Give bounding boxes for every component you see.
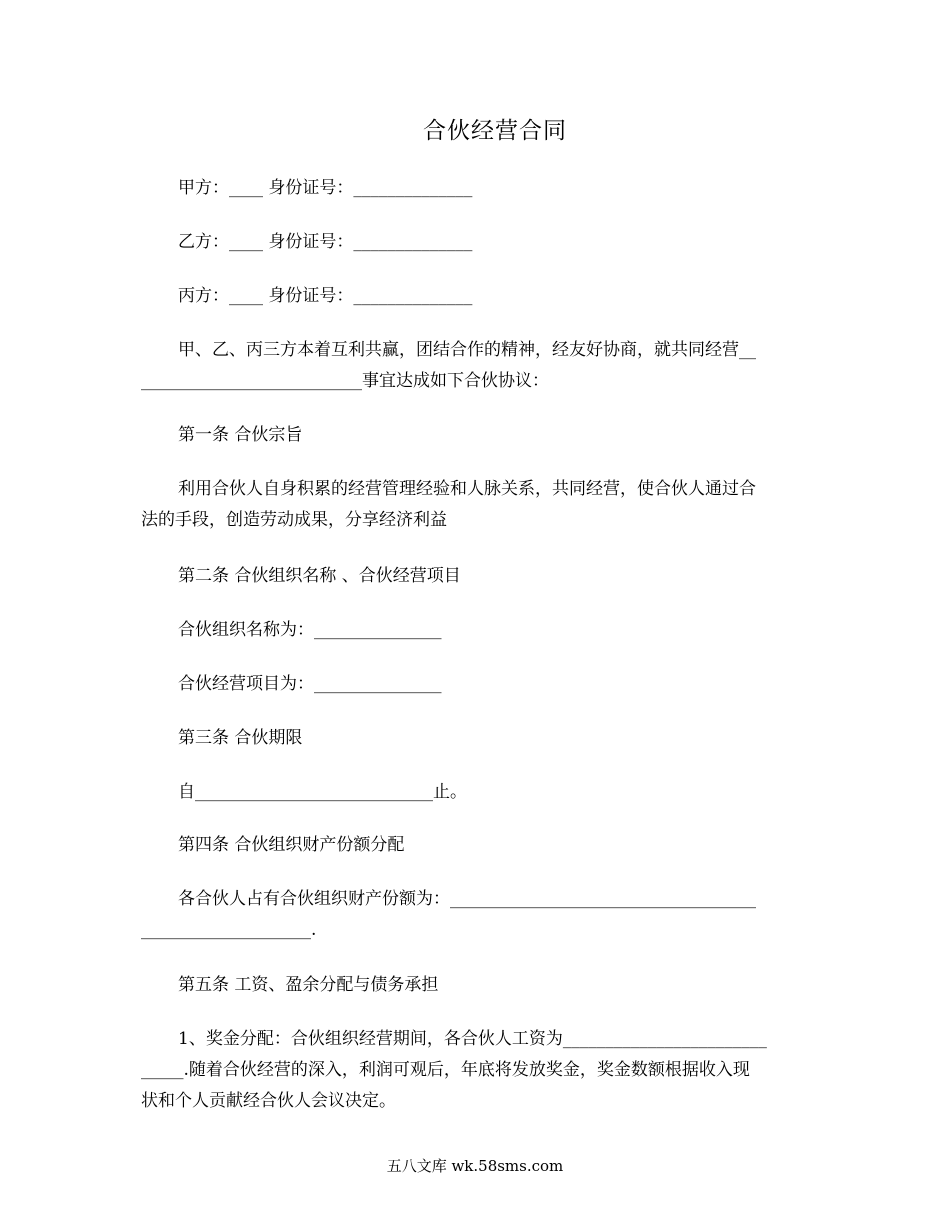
article-1-heading: 第一条 合伙宗旨 [178, 425, 303, 445]
footer-watermark: 五八文库 wk.58sms.com [386, 1157, 564, 1175]
term-line: 自____________________________止。 [178, 782, 467, 802]
property-share-line-2: ____________________. [141, 920, 317, 940]
article-1-text-line-2: 法的手段，创造劳动成果，分享经济利益 [141, 510, 447, 530]
article-5-heading: 第五条 工资、盈余分配与债务承担 [178, 975, 439, 995]
article-3-heading: 第三条 合伙期限 [178, 728, 303, 748]
business-item-line: 合伙经营项目为：_______________ [178, 674, 442, 694]
article-4-heading: 第四条 合伙组织财产份额分配 [178, 835, 405, 855]
preamble-line-2: __________________________事宜达成如下合伙协议： [141, 371, 549, 391]
party-b-line: 乙方：____ 身份证号：______________ [178, 232, 473, 252]
bonus-line-3: 状和个人贡献经合伙人会议决定。 [141, 1091, 396, 1111]
document-title: 合伙经营合同 [423, 118, 567, 144]
preamble-line-1: 甲、乙、丙三方本着互利共赢，团结合作的精神，经友好协商，就共同经营__ [178, 340, 756, 360]
party-c-line: 丙方：____ 身份证号：______________ [178, 286, 473, 306]
article-1-text-line-1: 利用合伙人自身积累的经营管理经验和人脉关系，共同经营，使合伙人通过合 [178, 479, 756, 499]
org-name-line: 合伙组织名称为：_______________ [178, 620, 442, 640]
bonus-line-2: _____.随着合伙经营的深入，利润可观后，年底将发放奖金，奖金数额根据收入现 [141, 1060, 750, 1080]
bonus-line-1: 1、奖金分配：合伙组织经营期间，各合伙人工资为________________________ [178, 1029, 767, 1049]
article-2-heading: 第二条 合伙组织名称 、合伙经营项目 [178, 566, 461, 586]
property-share-line-1: 各合伙人占有合伙组织财产份额为：____________________________________ [178, 889, 756, 909]
party-a-line: 甲方：____ 身份证号：______________ [178, 178, 473, 198]
